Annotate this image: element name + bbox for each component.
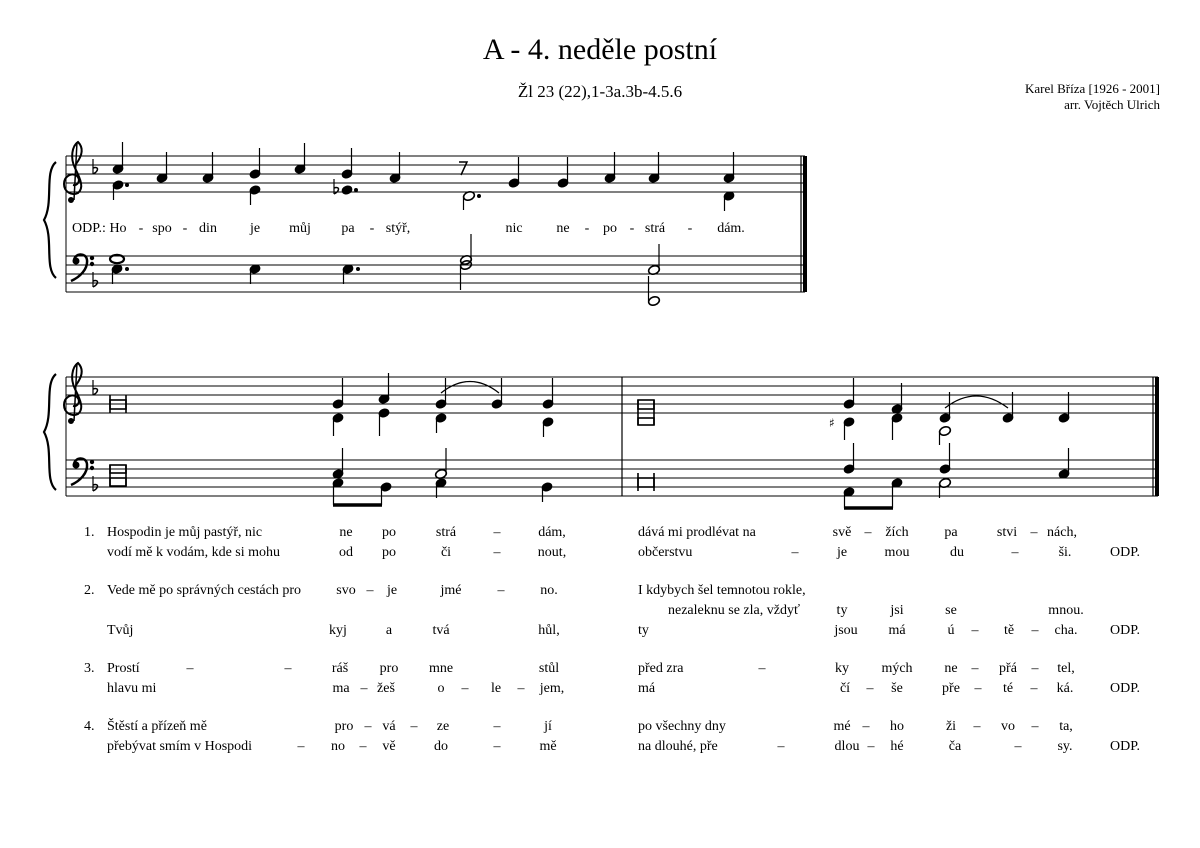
verse-hyphen: –	[866, 681, 874, 696]
lyric-syllable: Ho	[109, 221, 127, 236]
verse-hyphen: –	[493, 545, 501, 560]
verse-syllable: se	[945, 603, 957, 618]
verse-text: hlavu mi	[107, 681, 157, 696]
verse-syllable: ká.	[1056, 681, 1074, 696]
verse-syllable: ú	[947, 623, 955, 638]
verse-hyphen: –	[1030, 525, 1038, 540]
lyric-syllable: po	[603, 221, 617, 236]
verse-syllable: mne	[428, 661, 454, 676]
verse-syllable: té	[1002, 681, 1014, 696]
verse-syllable: kyj	[329, 623, 347, 638]
staff-2-bass	[66, 460, 1158, 496]
verse-text: dává mi prodlévat na	[638, 525, 756, 540]
lyric-hyphen: -	[369, 221, 375, 236]
verse-hyphen: –	[186, 661, 194, 676]
verse-hyphen: –	[1031, 623, 1039, 638]
verse-hyphen: –	[1031, 719, 1039, 734]
verse-syllable: a	[385, 623, 393, 638]
verse-hyphen: –	[359, 739, 367, 754]
verse-syllable: je	[386, 583, 398, 598]
verse-text: I kdybych šel temnotou rokle,	[638, 583, 806, 598]
verse-syllable: svo	[336, 583, 356, 598]
verse-syllable: ho	[890, 719, 904, 734]
verse-syllable: ži	[945, 719, 957, 734]
verse-hyphen: –	[1014, 739, 1022, 754]
lyric-syllable: dám.	[717, 221, 745, 236]
arranger-name: arr. Vojtěch Ulrich	[1064, 97, 1160, 112]
verse-syllable: ky	[835, 661, 849, 676]
verse-text: Vede mě po správných cestách pro	[107, 583, 301, 598]
verse-hyphen: –	[867, 739, 875, 754]
verse-syllable: po	[382, 525, 396, 540]
verse-syllable: hé	[890, 739, 904, 754]
verse-syllable: tvá	[432, 623, 450, 638]
verse-text: Štěstí a přízeň mě	[107, 719, 207, 734]
staff-1-treble	[66, 156, 805, 192]
lyric-syllable: ne	[556, 221, 570, 236]
lyric-syllable: spo	[152, 221, 172, 236]
composer-name: Karel Bříza [1926 - 2001]	[1024, 81, 1160, 96]
verse-syllable: ma	[332, 681, 350, 696]
verse-syllable: vě	[382, 739, 396, 754]
verse-hyphen: –	[297, 739, 305, 754]
verse-syllable: no	[331, 739, 345, 754]
verse-hyphen: –	[971, 661, 979, 676]
verse-hyphen: –	[493, 525, 501, 540]
lyric-syllable: pa	[341, 221, 355, 236]
verse-syllable: pro	[334, 719, 354, 734]
verse-hyphen: –	[973, 719, 981, 734]
verse-hyphen: –	[777, 739, 785, 754]
psalm-reference: Žl 23 (22),1-3a.3b-4.5.6	[517, 82, 683, 101]
verse-hyphen: –	[461, 681, 469, 696]
verse-syllable: ze	[436, 719, 450, 734]
verse-syllable: cha.	[1054, 623, 1078, 638]
verse-syllable: ši.	[1058, 545, 1072, 560]
verse-syllable: je	[836, 545, 848, 560]
verse-number: 4.	[84, 719, 95, 734]
verse-number: 1.	[84, 525, 95, 540]
verse-hyphen: –	[971, 623, 979, 638]
verse-syllable: ne	[944, 661, 958, 676]
odp-marker: ODP.	[1110, 739, 1140, 754]
verse-syllable: nách,	[1047, 525, 1077, 540]
verse-hyphen: –	[864, 525, 872, 540]
page-title: A - 4. neděle postní	[482, 33, 718, 66]
verse-syllable: žeš	[377, 681, 395, 696]
verse-syllable: do	[434, 739, 448, 754]
verse-syllable: tě	[1003, 623, 1015, 638]
notes-system-2	[110, 373, 1070, 508]
verse-syllable: po	[382, 545, 396, 560]
verse-syllable: ráš	[331, 661, 349, 676]
verse-text: před zra	[638, 661, 684, 676]
odp-marker: ODP.	[1110, 545, 1140, 560]
verse-syllable: mnou.	[1048, 603, 1084, 618]
lyric-syllable: je	[249, 221, 261, 236]
verse-syllable: le	[490, 681, 502, 696]
verse-syllable: dlou	[834, 739, 860, 754]
verse-hyphen: –	[1030, 681, 1038, 696]
lyric-hyphen: -	[687, 221, 693, 236]
verse-syllable: strá	[435, 525, 457, 540]
verse-syllable: od	[339, 545, 353, 560]
verse-text: na dlouhé, pře	[638, 739, 718, 754]
verse-syllable: pře	[942, 681, 960, 696]
odp-marker: ODP.	[1110, 681, 1140, 696]
verse-syllable: ne	[339, 525, 353, 540]
verse-syllable: mé	[833, 719, 851, 734]
lyric-syllable: din	[199, 221, 217, 236]
verse-syllable: sy.	[1057, 739, 1073, 754]
verse-syllable: no.	[540, 583, 558, 598]
verse-syllable: nout,	[537, 545, 567, 560]
verse-syllable: dám,	[538, 525, 566, 540]
staff-1-bass	[66, 256, 805, 292]
verse-hyphen: –	[791, 545, 799, 560]
verse-syllable: má	[888, 623, 906, 638]
verse-hyphen: –	[360, 681, 368, 696]
verse-syllable: hůl,	[538, 623, 560, 638]
verse-hyphen: –	[493, 719, 501, 734]
verse-syllable: o	[437, 681, 445, 696]
verse-syllable: svě	[832, 525, 852, 540]
verse-syllable: čí	[839, 681, 851, 696]
verse-syllable: ta,	[1059, 719, 1073, 734]
lyric-hyphen: -	[138, 221, 144, 236]
verse-syllable: vá	[382, 719, 396, 734]
lyric-syllable: stýř,	[385, 221, 411, 236]
verse-syllable: stůl	[538, 661, 560, 676]
verse-syllable: pro	[379, 661, 399, 676]
verse-syllable: mých	[881, 661, 913, 676]
verse-syllable: či	[440, 545, 452, 560]
lyric-syllable: strá	[644, 221, 666, 236]
verse-syllable: pa	[944, 525, 958, 540]
refrain-label: ODP.:	[72, 221, 106, 236]
verse-text: má	[638, 681, 656, 696]
verse-syllable: jsou	[834, 623, 858, 638]
verse-number: 2.	[84, 583, 95, 598]
verse-text: po všechny dny	[638, 719, 726, 734]
verse-hyphen: –	[862, 719, 870, 734]
verse-text: občerstvu	[638, 545, 693, 560]
verse-syllable: ty	[836, 603, 848, 618]
verse-syllable: du	[950, 545, 964, 560]
system-2	[44, 363, 1158, 496]
verse-hyphen: –	[1031, 661, 1039, 676]
lyric-hyphen: -	[584, 221, 590, 236]
lyric-syllable: nic	[505, 221, 523, 236]
verse-hyphen: –	[364, 719, 372, 734]
verse-syllable: mě	[539, 739, 557, 754]
verse-hyphen: –	[284, 661, 292, 676]
verse-number: 3.	[84, 661, 95, 676]
verse-syllable: še	[891, 681, 903, 696]
lyric-hyphen: -	[629, 221, 635, 236]
verse-hyphen: –	[497, 583, 505, 598]
verse-hyphen: –	[517, 681, 525, 696]
system-1	[44, 142, 805, 292]
verse-hyphen: –	[366, 583, 374, 598]
verse-syllable: jmé	[440, 583, 462, 598]
verse-hyphen: –	[493, 739, 501, 754]
odp-marker: ODP.	[1110, 623, 1140, 638]
verse-syllable: tel,	[1057, 661, 1075, 676]
verse-hyphen: –	[1011, 545, 1019, 560]
verse-syllable: přá	[999, 661, 1017, 676]
staff-2-treble	[66, 377, 1158, 413]
verse-syllable: stvi	[996, 525, 1018, 540]
lyric-syllable: můj	[289, 221, 311, 236]
verse-text: Prostí	[107, 661, 140, 676]
verse-text: Tvůj	[107, 623, 134, 638]
verse-syllable: jsi	[890, 603, 904, 618]
verse-syllable: vo	[1001, 719, 1015, 734]
verse-syllable: ča	[948, 739, 962, 754]
lyric-hyphen: -	[182, 221, 188, 236]
svg-text:♯: ♯	[829, 416, 835, 430]
verse-text: přebývat smím v Hospodi	[107, 739, 253, 754]
verse-hyphen: –	[410, 719, 418, 734]
verse-text: vodí mě k vodám, kde si mohu	[107, 545, 281, 560]
verse-syllable: jí	[544, 719, 552, 734]
verse-hyphen: –	[974, 681, 982, 696]
verse-syllable: žích	[885, 525, 909, 540]
verse-syllable: jem,	[539, 681, 565, 696]
verse-hyphen: –	[758, 661, 766, 676]
verse-text: ty	[638, 623, 649, 638]
verse-text: Hospodin je můj pastýř, nic	[107, 525, 263, 540]
verse-text: nezaleknu se zla, vždyť	[668, 603, 800, 618]
verse-syllable: mou	[884, 545, 910, 560]
